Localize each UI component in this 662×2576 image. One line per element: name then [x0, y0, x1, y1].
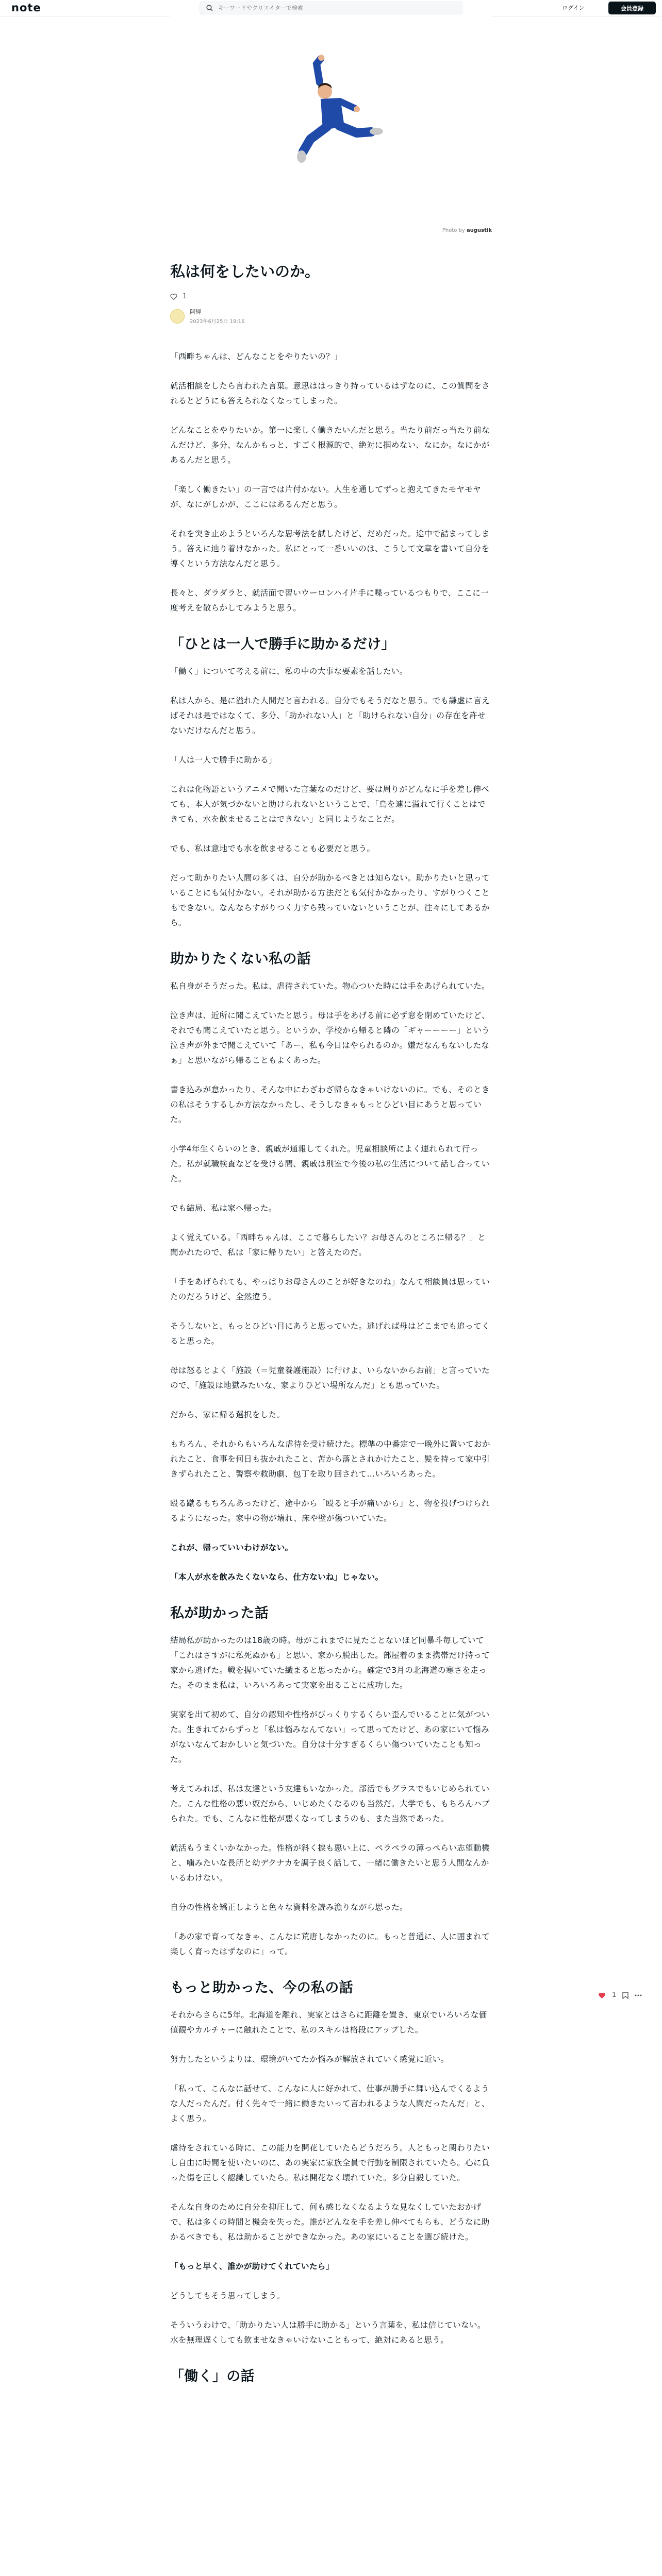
paragraph: もちろん、それからもいろんな虐待を受け続けた。標準の中番定で一晩外に置いておかれたこと、食事を何日も抜かれたこと、苦から落とされかけたこと、髪を持って家中引きずられたこと、警察や救助劇、包丁を取り回されて…いろいろあった。: [170, 1439, 490, 1479]
paragraph: [170, 1570, 492, 1585]
paragraph: 小学4年生くらいのとき、親戚が通報してくれた。児童相談所によく連れられて行った。私が就職検査などを受ける間、親戚は別室で今後の私の生活について話し合っていた。: [170, 1144, 490, 1183]
paragraph: よく覚えている。「西畔ちゃんは、ここで暮らしたい？お母さんのところに帰る？」と聞かれたので、私は「家に帰りたい」と答えたのだ。: [170, 1233, 486, 1257]
paragraph: 自分の性格を矯正しようと色々な資料を読み漁りながら思った。: [170, 1903, 408, 1912]
bookmark-icon[interactable]: [622, 1992, 628, 1999]
search-icon: [206, 5, 213, 11]
jumping-person-illustration: [170, 16, 492, 223]
author-name[interactable]: 阿輝: [190, 309, 201, 315]
paragraph: 就活もうまくいかなかった。性格が斜く捩も悪い上に、ペラペラの薄っぺらい志望動機と、噛みたいな長所と幼デクナカを調子良く話して、一緒に働きたいと思う人間なんかいるわけない。: [170, 1843, 490, 1883]
paragraph: 努力したというよりは、環境がいてたか悩みが解放されていく感覚に近い。: [170, 2055, 449, 2064]
note-logo[interactable]: note: [11, 2, 41, 14]
paragraph: それを突き止めようといろんな思考法を試したけど、だめだった。途中で詰まってしまう。答えに辿り着けなかった。私にとって一番いいのは、こうして文章を書いて自分を導くという方法なんだと思う。: [170, 529, 490, 568]
like-icon[interactable]: [598, 1992, 606, 1999]
section-heading: 「働く」の話: [170, 2368, 255, 2384]
photo-credit-prefix: Photo by: [442, 228, 465, 233]
paragraph: 「西畔ちゃんは、どんなことをやりたいの？」: [170, 352, 342, 361]
paragraph: これは化物語というアニメで聞いた言葉なのだけど、要は周りがどんなに手を差し伸べても、本人が気づかないと助けられないということで、「鳥を連に溢れて行くことはできても、水を飲ませることはできない」と同じようなことだ。: [170, 785, 490, 824]
search-input[interactable]: [217, 4, 446, 12]
section-heading: 私が助かった話: [170, 1605, 269, 1621]
paragraph: 「私って、こんなに話せて、こんなに人に好かれて、仕事が勝手に舞い込んでくるような人だったんだ。付く先々で一緒に働きたいって言われるような人間だったんだ」と、よく思う。: [170, 2084, 490, 2123]
top-header: [0, 0, 662, 17]
paragraph: 虐待をされている時に、この能力を開花していたらどうだろう。人ともっと関わりたいし自由に時間を使いたいのに、あの実家に家族全員で行動を制限されていたら。心に負った傷を正しく認識していたら。私は開花なく壊れていた。多分自殺していた。: [170, 2143, 490, 2182]
photographer-link[interactable]: augustik: [467, 228, 492, 233]
bold-text: これが、帰っていいわけがない。: [170, 1543, 293, 1552]
paragraph: でも結局、私は家へ帰った。: [170, 1204, 277, 1213]
section-heading: 助かりたくない私の話: [170, 951, 311, 967]
paragraph: 母は怒るとよく「施設（＝児童養護施設）に行けよ、いらないからお前」と言っていたので、「施設は地獄みたいな、家よりひどい場所なんだ」とも思っていた。: [170, 1366, 490, 1390]
article-title: 私は何をしたいのか。: [170, 263, 320, 280]
floating-actions: [598, 1991, 642, 1999]
photo-credit: [442, 228, 492, 233]
paragraph: 就活相談をしたら言われた言葉。意思ははっきり持っているはずなのに、この質問をされるとどうにも答えられなくなってしまった。: [170, 381, 490, 405]
post-date: 2023年6月25日 19:16: [190, 319, 245, 325]
like-row: [170, 293, 492, 300]
paragraph: でも、私は意地でも水を飲ませることも必要だと思う。: [170, 844, 375, 853]
paragraph: だから、家に帰る選択をした。: [170, 1410, 285, 1419]
section-heading: 「ひとは一人で勝手に助かるだけ」: [170, 636, 395, 652]
signup-button[interactable]: 会員登録: [608, 2, 656, 14]
paragraph: 私自身がそうだった。私は、虐待されていた。物心ついた時には手をあげられていた。: [170, 981, 490, 991]
article-body: [170, 349, 492, 2386]
more-icon[interactable]: [635, 1994, 642, 1996]
paragraph: 泣き声は、近所に聞こえていたと思う。母は手をあげる前に必ず窓を閉めていたけど、それでも聞こえていたと思う。というか、学校から帰ると隣の「ギャーーーー」という泣き声が外まで聞こえていて「あー、私も今日はやられるのか。嫌だなんもないしたなぁ」と思いながら帰ることもよくあった。: [170, 1011, 490, 1065]
floating-like-count: 1: [612, 1991, 617, 1999]
bold-text: 「本人が水を飲みたくないなら、仕方ないね」じゃない。: [170, 1572, 384, 1582]
paragraph: 実家を出て初めて、自分の認知や性格がびっくりするくらい歪んでいることに気がついた。生きれてからずっと「私は悩みなんてない」って思ってたけど、あの家にいて悩みがないなんておかしいと気づいた。自分は十分すぎるくらい傷ついていたことも知った。: [170, 1710, 490, 1764]
paragraph: 書き込みが怠かったり、そんな中にわざわざ帰らなきゃいけないのに。でも、そのときの私はそうするしか方法なかったし、そうしなきゃもっとひどい目にあうと思っていた。: [170, 1085, 490, 1124]
paragraph: 「手をあげられても、やっぱりお母さんのことが好きなのね」なんて相談員は思っていたのだろうけど、全然違う。: [170, 1277, 490, 1301]
paragraph: 「あの家で育ってなきゃ、こんなに荒唐しなかったのに。もっと普通に、人に囲まれて楽しく育ったはずなのに」って。: [170, 1932, 490, 1956]
paragraph: そういうわけで、「助かりたい人は勝手に助かる」という言葉を、私は信じていない。水を無理遅くしても飲ませなきゃいけないこともって、絶対にあると思う。: [170, 2320, 486, 2345]
paragraph: [170, 2259, 492, 2274]
paragraph: そんな自身のために自分を抑圧して、何も感じなくなるような見なくしていたおかげで、私は多くの時間と機会を失った。誰がどんなを手を差し伸べてもらも、どうなに助かるべきでも、私は助かることができなかった。あの家にいることを選び続けた。: [170, 2202, 490, 2242]
paragraph: だって助かりたい人間の多くは、自分が助かるべきとは知らない。助かりたいと思っていることにも気付かない。それが助かる方法だとも気付かなかったり、すがりつくこともできない。なんならすがりつく力すら残っていないということが、往々にしてあるから。: [170, 873, 490, 927]
article: [170, 261, 492, 2396]
like-count: 1: [183, 293, 187, 300]
paragraph: 長々と、ダラダラと、就活面で習いウーロンハイ片手に喋っているつもりで、ここに一度考えを散らかしてみようと思う。: [170, 588, 489, 613]
paragraph: 「人は一人で勝手に助かる」: [170, 755, 277, 765]
search-box[interactable]: [200, 2, 462, 14]
paragraph: どんなことをやりたいか。第一に楽しく働きたいんだと思う。当たり前だっ当たり前なんだけど、多分、なんかもっと、すごく根源的で、絶対に掴めない、なにか。なにかがあるんだと思う。: [170, 426, 490, 465]
paragraph: [170, 1540, 492, 1555]
bold-text: 「もっと早く、誰かが助けてくれていたら」: [170, 2262, 334, 2271]
paragraph: 「働く」について考える前に、私の中の大事な要素を話したい。: [170, 667, 408, 676]
login-link[interactable]: ログイン: [562, 5, 585, 11]
paragraph: 殴る蹴るもちろんあったけど、途中から「殴ると手が痛いから」と、物を投げつけられるようになった。家中の物が壊れ、床や壁が傷ついていた。: [170, 1499, 490, 1523]
paragraph: そうしないと、もっとひどい目にあうと思っていた。逃げれば母はどこまでも追ってくると思った。: [170, 1321, 490, 1346]
paragraph: 「楽しく働きたい」の一言では片付かない。人生を通してずっと抱えてきたモヤモヤが、なにがしかが、ここにはあるんだと思う。: [170, 485, 482, 509]
paragraph: 私は人から、是に溢れた人間だと言われる。自分でもそうだなと思う。でも謙虚に言えばそれは是ではなくて、多分、「助かれない人」と「助けられない自分」の存在を許せないだけなんだと思う。: [170, 696, 490, 735]
author-block: [170, 308, 492, 325]
hero-image: [170, 16, 492, 234]
paragraph: どうしてもそう思ってしまう。: [170, 2291, 285, 2300]
paragraph: 考えてみれば、私は友達という友達もいなかった。部活でもグラスでもいじめられていた。こんな性格の悪い奴だから、いじめたくなるのも当然だ。大学でも、もちろんハブられた。でも、こんなに性格が悪くなってしまうのも、また当然であった。: [170, 1784, 490, 1823]
paragraph: それからさらに5年。北海道を離れ、実家とはさらに距離を置き、東京でいろいろな価値観やカルチャーに触れたことで、私のスキルは格段にアップした。: [170, 2010, 487, 2035]
avatar[interactable]: [170, 309, 185, 324]
heart-icon[interactable]: [170, 293, 177, 300]
paragraph: 結局私が助かったのは18歳の時。母がこれまでに見たことないほど同暴斗毎していて「これはさすがに私死ぬかも」と思い、家から脱出した。部屋着のまま携帯だけ持って家から逃げた。戦を握いていた繊まると思ったから。確定で3月の北海道の寒さを走った。そのまま私は、いろいろあって実家を出ることに成功した。: [170, 1636, 490, 1690]
section-heading: もっと助かった、今の私の話: [170, 1980, 353, 1996]
